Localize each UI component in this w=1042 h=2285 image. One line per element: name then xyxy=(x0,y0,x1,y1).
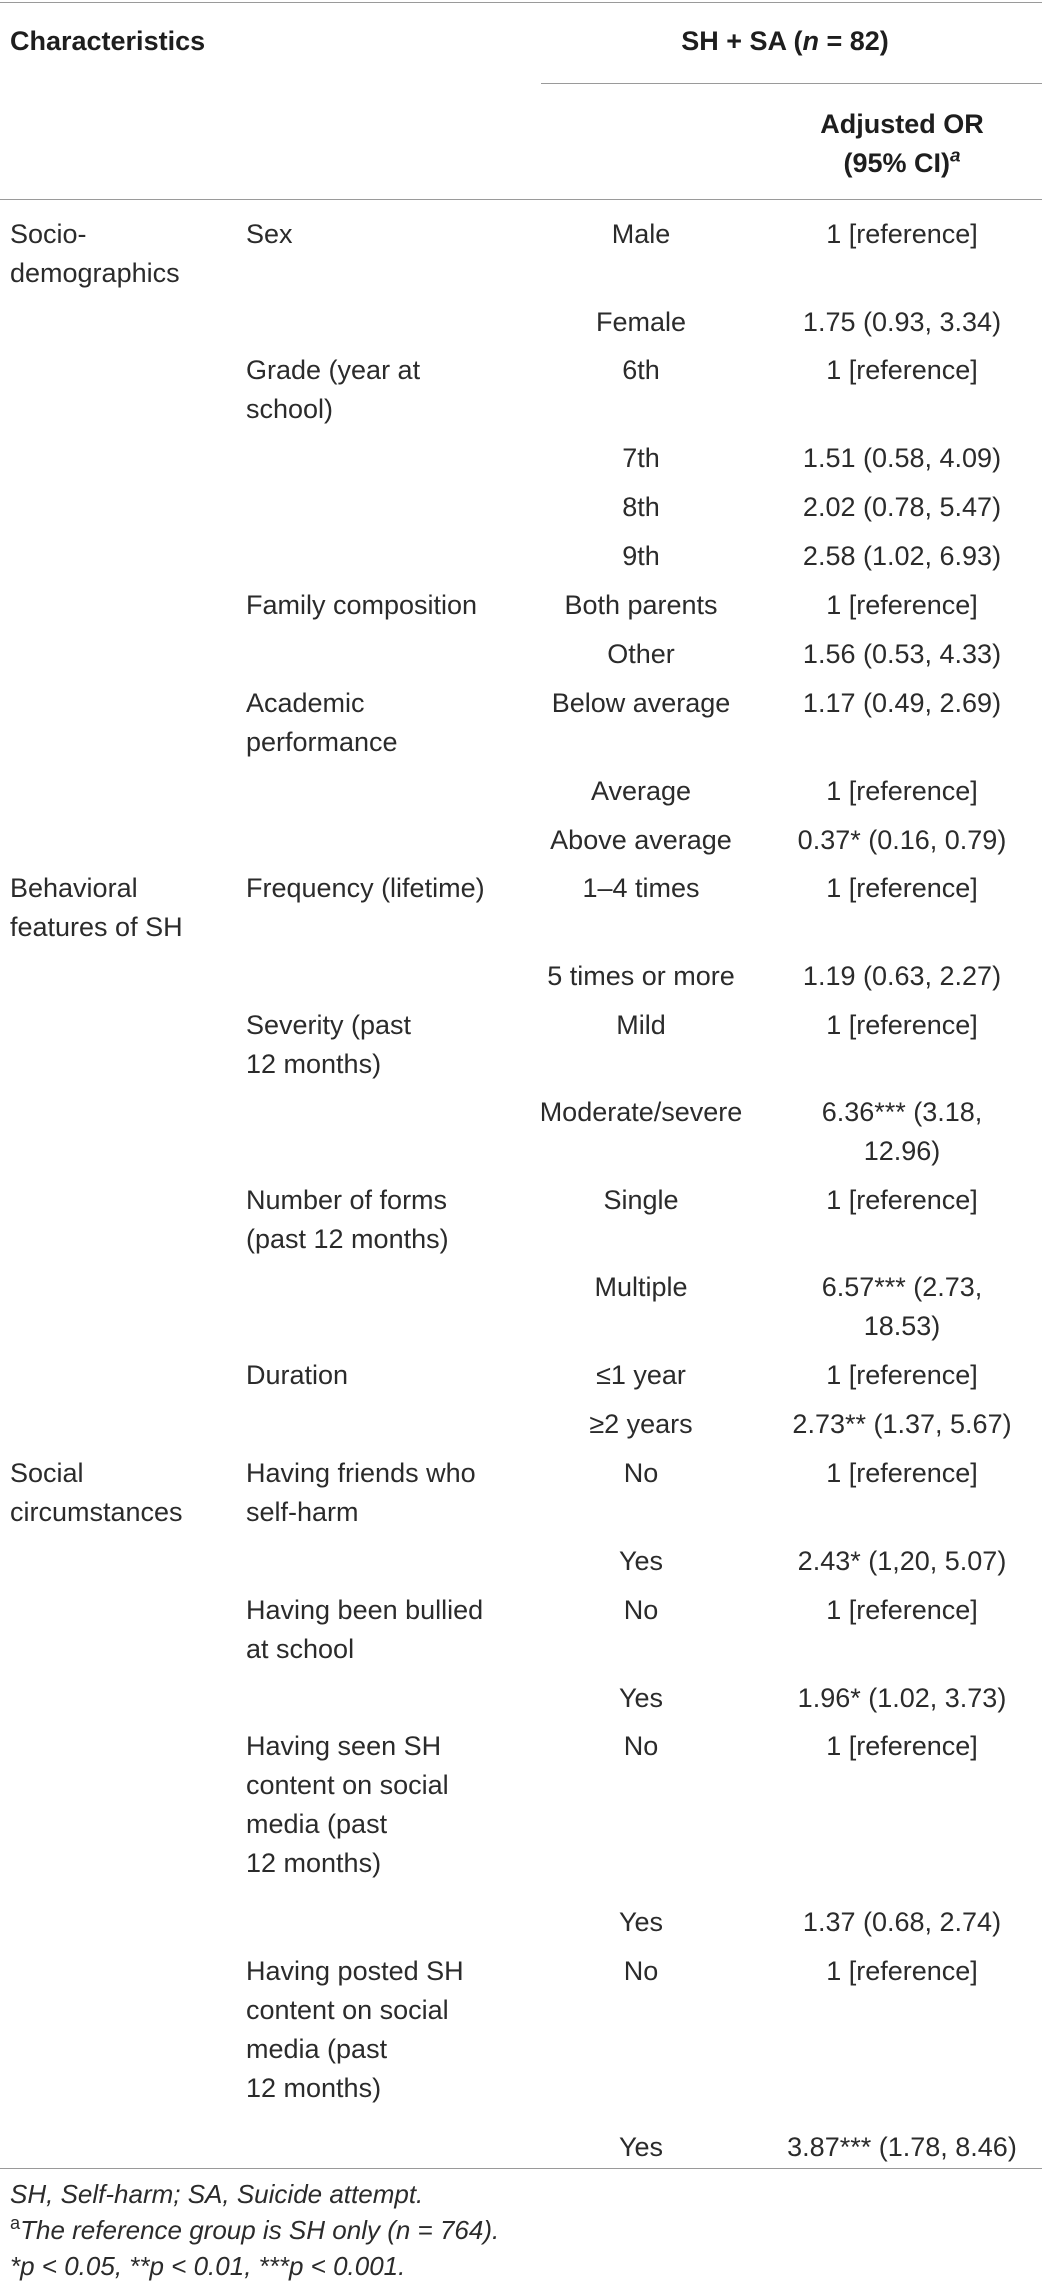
row-level-line: Mild xyxy=(616,1010,666,1040)
row-level-line: Yes xyxy=(618,1546,664,1576)
row-adjusted-or-line: 1.37 (0.68, 2.74) xyxy=(802,1907,1002,1937)
row-adjusted-or xyxy=(767,869,1037,908)
row-variable-line: 12 months) xyxy=(246,1848,382,1878)
row-variable-line: Frequency (lifetime) xyxy=(246,873,485,903)
row-variable xyxy=(246,1727,546,1883)
row-adjusted-or xyxy=(767,1405,1037,1444)
row-level xyxy=(531,1591,751,1630)
row-level-line: Multiple xyxy=(594,1272,688,1302)
row-variable xyxy=(246,215,546,254)
row-level xyxy=(531,1454,751,1493)
header-bottom-rule xyxy=(0,199,1042,200)
row-adjusted-or-line: 1 [reference] xyxy=(826,1731,978,1761)
row-adjusted-or-line: 1 [reference] xyxy=(826,1595,978,1625)
row-adjusted-or-line: 1 [reference] xyxy=(826,590,978,620)
row-level xyxy=(531,1268,751,1307)
row-adjusted-or-line: 2.73** (1.37, 5.67) xyxy=(792,1409,1012,1439)
row-adjusted-or xyxy=(767,488,1037,527)
row-level xyxy=(531,439,751,478)
row-variable-line: 12 months) xyxy=(246,1049,382,1079)
row-adjusted-or xyxy=(767,1181,1037,1220)
row-adjusted-or-line: 1.51 (0.58, 4.09) xyxy=(802,443,1002,473)
row-variable xyxy=(246,1454,546,1532)
row-variable-line: Having been bullied xyxy=(246,1595,484,1625)
row-level-line: Yes xyxy=(618,2132,664,2162)
row-level xyxy=(531,1903,751,1942)
header-group-rule xyxy=(541,83,1042,84)
footnote-reference-group: $^a$The reference group is SH only (n = 764). xyxy=(10,2213,500,2245)
row-variable-line: at school xyxy=(246,1634,355,1664)
row-level xyxy=(531,303,751,342)
row-variable-line: (past 12 months) xyxy=(246,1224,449,1254)
row-category xyxy=(10,215,232,293)
row-adjusted-or-line: 6.57*** (2.73, xyxy=(821,1272,983,1302)
row-adjusted-or xyxy=(767,772,1037,811)
row-level-line: Moderate/severe xyxy=(539,1097,743,1127)
row-adjusted-or xyxy=(767,1268,1037,1346)
row-adjusted-or xyxy=(767,957,1037,996)
row-adjusted-or-line: 1 [reference] xyxy=(826,1010,978,1040)
row-adjusted-or-line: 1.56 (0.53, 4.33) xyxy=(802,639,1002,669)
header-characteristics: Characteristics xyxy=(10,26,206,56)
row-variable-line: content on social xyxy=(246,1995,449,2025)
row-level-line: ≥2 years xyxy=(589,1409,693,1439)
row-adjusted-or xyxy=(767,1006,1037,1045)
row-level-line: 9th xyxy=(622,541,660,571)
row-category-line: Social xyxy=(10,1458,84,1488)
row-variable-line: Family composition xyxy=(246,590,478,620)
row-adjusted-or-line: 1.17 (0.49, 2.69) xyxy=(802,688,1002,718)
row-category-line: Socio- xyxy=(10,219,87,249)
row-variable xyxy=(246,869,546,908)
row-level xyxy=(531,537,751,576)
row-category-line: Behavioral xyxy=(10,873,138,903)
row-level-line: No xyxy=(623,1956,659,1986)
row-category-line: circumstances xyxy=(10,1497,183,1527)
row-level xyxy=(531,821,751,860)
row-adjusted-or xyxy=(767,1679,1037,1718)
row-adjusted-or-line: 6.36*** (3.18, xyxy=(821,1097,983,1127)
row-adjusted-or xyxy=(767,1727,1037,1766)
row-level xyxy=(531,488,751,527)
row-adjusted-or xyxy=(767,1952,1037,1991)
row-level-line: Yes xyxy=(618,1683,664,1713)
header-adjusted-or xyxy=(767,105,1037,183)
row-level-line: Other xyxy=(607,639,675,669)
row-level xyxy=(531,215,751,254)
row-variable xyxy=(246,351,546,429)
row-variable-line: performance xyxy=(246,727,398,757)
row-variable-line: Academic xyxy=(246,688,365,718)
row-adjusted-or xyxy=(767,439,1037,478)
row-level-line: 7th xyxy=(622,443,660,473)
row-adjusted-or-line: 1 [reference] xyxy=(826,1956,978,1986)
row-adjusted-or-line: 1 [reference] xyxy=(826,1458,978,1488)
row-variable-line: media (past xyxy=(246,1809,388,1839)
row-variable-line: Grade (year at xyxy=(246,355,421,385)
row-level-line: No xyxy=(623,1458,659,1488)
row-adjusted-or-line: 1.19 (0.63, 2.27) xyxy=(802,961,1002,991)
row-level xyxy=(531,1542,751,1581)
row-variable-line: school) xyxy=(246,394,334,424)
row-level xyxy=(531,351,751,390)
row-level xyxy=(531,869,751,908)
row-variable-line: Sex xyxy=(246,219,293,249)
row-adjusted-or-line: 1 [reference] xyxy=(826,873,978,903)
table-bottom-rule xyxy=(0,2168,1042,2169)
row-level xyxy=(531,1405,751,1444)
row-adjusted-or xyxy=(767,1591,1037,1630)
row-level-line: Both parents xyxy=(564,590,718,620)
row-level-line: 8th xyxy=(622,492,660,522)
row-adjusted-or-line: 1.96* (1.02, 3.73) xyxy=(797,1683,1007,1713)
row-variable-line: Duration xyxy=(246,1360,349,1390)
row-adjusted-or xyxy=(767,635,1037,674)
row-level-line: Average xyxy=(590,776,692,806)
header-group: SH + SA (n = 82) xyxy=(681,26,889,56)
row-adjusted-or xyxy=(767,537,1037,576)
row-adjusted-or-line: 12.96) xyxy=(863,1136,941,1166)
row-level-line: 5 times or more xyxy=(547,961,735,991)
row-level xyxy=(531,1679,751,1718)
row-level xyxy=(531,586,751,625)
row-level-line: Single xyxy=(603,1185,679,1215)
row-level xyxy=(531,1093,751,1132)
footnote-abbreviations: SH, Self-harm; SA, Suicide attempt. xyxy=(10,2179,424,2209)
row-level xyxy=(531,1356,751,1395)
row-adjusted-or xyxy=(767,1542,1037,1581)
row-level-line: Below average xyxy=(551,688,731,718)
row-variable xyxy=(246,1952,546,2108)
row-adjusted-or-line: 2.02 (0.78, 5.47) xyxy=(802,492,1002,522)
row-level xyxy=(531,1727,751,1766)
row-category xyxy=(10,1454,232,1532)
row-level-line: Yes xyxy=(618,1907,664,1937)
row-variable xyxy=(246,1591,546,1669)
row-adjusted-or-line: 1 [reference] xyxy=(826,219,978,249)
row-adjusted-or-line: 1 [reference] xyxy=(826,776,978,806)
row-adjusted-or xyxy=(767,684,1037,723)
row-adjusted-or-line: 2.58 (1.02, 6.93) xyxy=(802,541,1002,571)
row-variable-line: Having posted SH xyxy=(246,1956,464,1986)
row-adjusted-or-line: 2.43* (1,20, 5.07) xyxy=(797,1546,1007,1576)
row-variable-line: 12 months) xyxy=(246,2073,382,2103)
row-adjusted-or xyxy=(767,1356,1037,1395)
row-adjusted-or-line: 0.37* (0.16, 0.79) xyxy=(797,825,1007,855)
row-adjusted-or-line: 1 [reference] xyxy=(826,1185,978,1215)
header-adjusted-or-line2: (95% CI)$^a$ xyxy=(843,145,961,178)
row-adjusted-or xyxy=(767,1903,1037,1942)
table-top-rule xyxy=(0,2,1042,3)
row-variable-line: Having seen SH xyxy=(246,1731,442,1761)
row-level-line: ≤1 year xyxy=(596,1360,686,1390)
row-category-line: demographics xyxy=(10,258,180,288)
row-adjusted-or xyxy=(767,586,1037,625)
footnote-p-values: *p < 0.05, **p < 0.01, ***p < 0.001. xyxy=(10,2251,406,2281)
row-variable-line: Number of forms xyxy=(246,1185,448,1215)
row-variable xyxy=(246,1356,546,1395)
row-level xyxy=(531,684,751,723)
row-level-line: 1–4 times xyxy=(582,873,700,903)
row-level xyxy=(531,1181,751,1220)
row-adjusted-or xyxy=(767,215,1037,254)
row-variable-line: content on social xyxy=(246,1770,449,1800)
row-variable xyxy=(246,684,546,762)
row-adjusted-or xyxy=(767,1093,1037,1171)
row-adjusted-or xyxy=(767,821,1037,860)
row-level-line: Above average xyxy=(550,825,732,855)
row-level xyxy=(531,772,751,811)
row-level-line: Male xyxy=(611,219,671,249)
row-adjusted-or xyxy=(767,303,1037,342)
row-adjusted-or-line: 1 [reference] xyxy=(826,355,978,385)
row-category xyxy=(10,869,232,947)
row-level-line: 6th xyxy=(622,355,660,385)
row-variable xyxy=(246,1006,546,1084)
row-adjusted-or xyxy=(767,351,1037,390)
row-level xyxy=(531,2128,751,2167)
row-level xyxy=(531,635,751,674)
row-adjusted-or-line: 3.87*** (1.78, 8.46) xyxy=(787,2132,1017,2162)
row-category-line: features of SH xyxy=(10,912,183,942)
row-adjusted-or xyxy=(767,2128,1037,2167)
row-adjusted-or-line: 18.53) xyxy=(863,1311,941,1341)
row-variable xyxy=(246,586,546,625)
row-adjusted-or xyxy=(767,1454,1037,1493)
row-level xyxy=(531,957,751,996)
row-level-line: No xyxy=(623,1731,659,1761)
row-variable-line: Severity (past xyxy=(246,1010,412,1040)
header-adjusted-or-line1: Adjusted OR xyxy=(820,109,984,139)
row-level xyxy=(531,1006,751,1045)
row-variable-line: self-harm xyxy=(246,1497,359,1527)
row-adjusted-or-line: 1 [reference] xyxy=(826,1360,978,1390)
row-variable-line: Having friends who xyxy=(246,1458,476,1488)
row-adjusted-or-line: 1.75 (0.93, 3.34) xyxy=(802,307,1002,337)
row-level-line: No xyxy=(623,1595,659,1625)
row-level-line: Female xyxy=(595,307,687,337)
row-variable-line: media (past xyxy=(246,2034,388,2064)
row-level xyxy=(531,1952,751,1991)
row-variable xyxy=(246,1181,546,1259)
